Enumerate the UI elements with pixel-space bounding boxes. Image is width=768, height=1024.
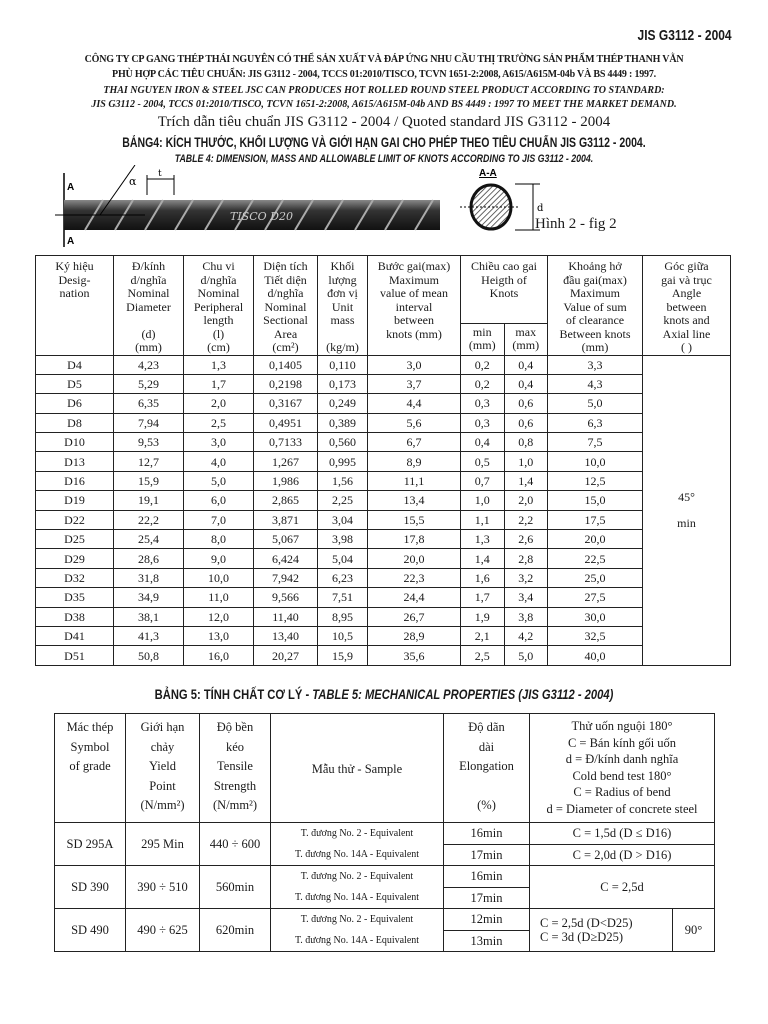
col-min: min (mm) [461, 323, 505, 355]
table-cell: 2,5 [184, 413, 254, 432]
table-cell: 16,0 [184, 646, 254, 665]
table-cell: 31,8 [114, 568, 184, 587]
table-cell: 1,7 [461, 588, 505, 607]
table-cell: 2,0 [184, 394, 254, 413]
col-header: Mẫu thử - Sample [271, 714, 444, 823]
section-marker-top: A [67, 182, 75, 193]
table-row [55, 823, 715, 845]
yield-cell: 490 ÷ 625 [126, 909, 200, 952]
table-cell: 1,3 [184, 355, 254, 374]
table-cell: 12,0 [184, 607, 254, 626]
table-cell: 34,9 [114, 588, 184, 607]
table-row [36, 626, 731, 645]
table-cell: D38 [36, 607, 114, 626]
table-cell: 11,1 [368, 471, 461, 490]
table-cell: 3,04 [318, 510, 368, 529]
table-cell: D35 [36, 588, 114, 607]
col-header: Ký hiệu Desig- nation [36, 256, 114, 356]
table-row [36, 394, 731, 413]
table-cell: 22,3 [368, 568, 461, 587]
table-cell: 17,8 [368, 530, 461, 549]
table-cell: D32 [36, 568, 114, 587]
table-cell: 8,0 [184, 530, 254, 549]
table-cell: 3,98 [318, 530, 368, 549]
table-row [36, 588, 731, 607]
table-row [36, 452, 731, 471]
elongation-cell: 12min [444, 909, 530, 931]
table-row [36, 471, 731, 490]
table-cell: 10,5 [318, 626, 368, 645]
table-cell: D22 [36, 510, 114, 529]
table-cell: 0,560 [318, 433, 368, 452]
table4-title-vn: BẢNG4: KÍCH THƯỚC, KHỐI LƯỢNG VÀ GIỚI HẠN GAI CHO PHÉP THEO TIÊU CHUẨN JIS G3112 - 2004. [122, 135, 646, 150]
table-cell: 5,0 [184, 471, 254, 490]
table-cell: 3,0 [368, 355, 461, 374]
table-cell: 24,4 [368, 588, 461, 607]
table4-title-en: TABLE 4: DIMENSION, MASS AND ALLOWABLE LIMIT OF KNOTS ACCORDING TO JIS G3112 - 2004. [174, 153, 594, 165]
angle-cell: 90° [673, 909, 715, 952]
table-cell: 22,5 [548, 549, 643, 568]
table-cell: 2,1 [461, 626, 505, 645]
table-cell: 5,0 [548, 394, 643, 413]
col-header: Diện tích Tiết diện d/nghĩa Nominal Sectional Area (cm²) [254, 256, 318, 356]
table-cell: 26,7 [368, 607, 461, 626]
table-cell: 20,0 [548, 530, 643, 549]
table-cell: 12,7 [114, 452, 184, 471]
table-cell: 0,995 [318, 452, 368, 471]
table-cell: 28,9 [368, 626, 461, 645]
col-header: Thử uốn nguội 180° C = Bán kính gối uốn d = Đ/kính danh nghĩa Cold bend test 180° C = Radius of bend d = Diameter of concrete steel [530, 714, 715, 823]
sample-cell: T. đương No. 2 - Equivalent [271, 823, 444, 845]
table-cell: D6 [36, 394, 114, 413]
sample-cell: T. đương No. 14A - Equivalent [271, 887, 444, 909]
table-cell: 10,0 [184, 568, 254, 587]
table-row [36, 607, 731, 626]
table-cell: 0,389 [318, 413, 368, 432]
table-cell: 27,5 [548, 588, 643, 607]
dimension-table [35, 255, 731, 666]
table-row [36, 646, 731, 665]
angle-cell: 45° min [643, 355, 731, 665]
table-cell: 20,27 [254, 646, 318, 665]
table-cell: 30,0 [548, 607, 643, 626]
table-cell: 13,0 [184, 626, 254, 645]
table-cell: 0,4 [504, 374, 548, 393]
col-header: Khối lượng đơn vị Unit mass (kg/m) [318, 256, 368, 356]
col-header: Bước gai(max) Maximum value of mean interval between knots (mm) [368, 256, 461, 356]
col-header: Khoảng hở đầu gai(max) Maximum Value of sum of clearance Between knots (mm) [548, 256, 643, 356]
table-row [36, 413, 731, 432]
company-statement-vn-line-2: PHÙ HỢP CÁC TIÊU CHUẨN: JIS G3112 - 2004, TCCS 01:2010/TISCO, TCVN 1651-2:2008, A615/A615M-04b VÀ BS 4449 : 1997. [112, 69, 656, 80]
table-cell: 11,40 [254, 607, 318, 626]
elongation-cell: 17min [444, 844, 530, 866]
table-cell: 5,0 [504, 646, 548, 665]
table-cell: 6,23 [318, 568, 368, 587]
company-statement-en-line-2: JIS G3112 - 2004, TCCS 01:2010/TISCO, TCVN 1651-2:2008, A615/A615M-04b AND BS 4449 : 1997 TO MEET THE MARKET DEMAND. [91, 99, 677, 110]
table-row [36, 374, 731, 393]
yield-cell: 390 ÷ 510 [126, 866, 200, 909]
table-cell: 0,2198 [254, 374, 318, 393]
table-cell: 4,23 [114, 355, 184, 374]
rebar-marking: TISCO D20 [230, 210, 293, 223]
company-statement-vn [0, 52, 768, 82]
table-cell: 0,6 [504, 413, 548, 432]
table5-title [77, 686, 691, 702]
table-cell: 0,4951 [254, 413, 318, 432]
table-cell: D13 [36, 452, 114, 471]
table-cell: 1,7 [184, 374, 254, 393]
bend-cell: C = 2,0d (D > D16) [530, 844, 715, 866]
table-cell: 4,3 [548, 374, 643, 393]
table-cell: 4,0 [184, 452, 254, 471]
table-cell: 1,4 [504, 471, 548, 490]
table-row [36, 530, 731, 549]
header-row [36, 256, 731, 324]
elongation-cell: 16min [444, 823, 530, 845]
table-cell: 0,6 [504, 394, 548, 413]
pitch-t-label: t [158, 169, 162, 179]
company-statement-vn-line-1: CÔNG TY CP GANG THÉP THÁI NGUYÊN CÓ THỂ SẢN XUẤT VÀ ĐÁP ỨNG NHU CẦU THỊ TRƯỜNG SẢN PHẨM THÉP THANH VẰN [84, 54, 684, 65]
table-cell: 6,424 [254, 549, 318, 568]
elongation-cell: 13min [444, 930, 530, 952]
table-cell: 15,9 [114, 471, 184, 490]
table-cell: 22,2 [114, 510, 184, 529]
table-cell: 0,2 [461, 374, 505, 393]
table-cell: 9,566 [254, 588, 318, 607]
table-cell: 15,9 [318, 646, 368, 665]
table-cell: 2,25 [318, 491, 368, 510]
table-cell: 1,267 [254, 452, 318, 471]
table-cell: 0,3 [461, 413, 505, 432]
company-statement-en [0, 84, 768, 112]
col-header: Góc giữa gai và trục Angle between knots and Axial line ( ) [643, 256, 731, 356]
tensile-cell: 620min [200, 909, 271, 952]
table-cell: 3,0 [184, 433, 254, 452]
table-cell: 25,0 [548, 568, 643, 587]
tensile-cell: 560min [200, 866, 271, 909]
table-cell: 0,1405 [254, 355, 318, 374]
table-cell: 4,2 [504, 626, 548, 645]
table-cell: 11,0 [184, 588, 254, 607]
bend-cell: C = 1,5d (D ≤ D16) [530, 823, 715, 845]
table-cell: 15,0 [548, 491, 643, 510]
table-cell: 3,3 [548, 355, 643, 374]
quoted-standard: Trích dẫn tiêu chuẩn JIS G3112 - 2004 / Quoted standard JIS G3112 - 2004 [157, 114, 611, 130]
table-cell: D10 [36, 433, 114, 452]
sample-cell: T. đương No. 2 - Equivalent [271, 909, 444, 931]
table-row [36, 433, 731, 452]
table-cell: 0,110 [318, 355, 368, 374]
sample-cell: T. đương No. 14A - Equivalent [271, 844, 444, 866]
table-cell: 2,5 [461, 646, 505, 665]
table-cell: 50,8 [114, 646, 184, 665]
table-cell: 20,0 [368, 549, 461, 568]
table-cell: 6,35 [114, 394, 184, 413]
col-header: Giới hạn chảy Yield Point (N/mm²) [126, 714, 200, 823]
table-cell: 1,986 [254, 471, 318, 490]
table-cell: 13,40 [254, 626, 318, 645]
section-marker-bottom: A [67, 236, 75, 247]
table-cell: 25,4 [114, 530, 184, 549]
table5-title-en: TABLE 5: MECHANICAL PROPERTIES (JIS G3112 - 2004) [312, 686, 614, 702]
table-cell: 10,0 [548, 452, 643, 471]
col-header: Mác thép Symbol of grade [55, 714, 126, 823]
table-cell: 17,5 [548, 510, 643, 529]
table5-title-vn: BẢNG 5: TÍNH CHẤT CƠ LÝ - [154, 686, 313, 702]
col-header: Độ dãn dài Elongation (%) [444, 714, 530, 823]
tensile-cell: 440 ÷ 600 [200, 823, 271, 866]
table-cell: 5,067 [254, 530, 318, 549]
table-row [36, 491, 731, 510]
table-cell: 15,5 [368, 510, 461, 529]
table-cell: 12,5 [548, 471, 643, 490]
table-cell: 3,4 [504, 588, 548, 607]
table-cell: 41,3 [114, 626, 184, 645]
table-cell: 0,7 [461, 471, 505, 490]
table-cell: 0,4 [504, 355, 548, 374]
table-cell: D4 [36, 355, 114, 374]
table-cell: 19,1 [114, 491, 184, 510]
table-cell: 2,2 [504, 510, 548, 529]
table-cell: 1,56 [318, 471, 368, 490]
table-cell: 6,7 [368, 433, 461, 452]
table-cell: 3,7 [368, 374, 461, 393]
bend-cell: C = 2,5d (D<D25) C = 3d (D≥D25) [530, 909, 673, 952]
table-cell: 1,3 [461, 530, 505, 549]
table-cell: D8 [36, 413, 114, 432]
table-cell: 3,2 [504, 568, 548, 587]
table-cell: 6,3 [548, 413, 643, 432]
sample-cell: T. đương No. 14A - Equivalent [271, 930, 444, 952]
table-cell: 28,6 [114, 549, 184, 568]
section-aa-label: A-A [479, 168, 497, 179]
table-row [36, 510, 731, 529]
table-cell: D16 [36, 471, 114, 490]
table-cell: 5,04 [318, 549, 368, 568]
table-cell: 9,0 [184, 549, 254, 568]
table-cell: 0,8 [504, 433, 548, 452]
header-row [55, 714, 715, 823]
table-cell: 1,6 [461, 568, 505, 587]
table-row [36, 549, 731, 568]
table-cell: 35,6 [368, 646, 461, 665]
table-cell: 1,0 [504, 452, 548, 471]
diameter-d-label: d [537, 203, 544, 214]
col-header: Chiều cao gai Heigth of Knots [461, 256, 548, 324]
table-cell: 0,7133 [254, 433, 318, 452]
table-cell: 0,3 [461, 394, 505, 413]
table-cell: 3,871 [254, 510, 318, 529]
table-cell: 0,2 [461, 355, 505, 374]
table-cell: D25 [36, 530, 114, 549]
table-cell: 1,4 [461, 549, 505, 568]
table-cell: D51 [36, 646, 114, 665]
table-cell: 7,5 [548, 433, 643, 452]
figure-caption: Hình 2 - fig 2 [535, 216, 617, 232]
table-cell: 7,94 [114, 413, 184, 432]
table-cell: 2,8 [504, 549, 548, 568]
table-cell: 0,4 [461, 433, 505, 452]
table-cell: 1,9 [461, 607, 505, 626]
table-cell: 0,173 [318, 374, 368, 393]
table-cell: 9,53 [114, 433, 184, 452]
table-cell: 4,4 [368, 394, 461, 413]
elongation-cell: 16min [444, 866, 530, 888]
table-cell: 13,4 [368, 491, 461, 510]
yield-cell: 295 Min [126, 823, 200, 866]
rebar-figure [55, 165, 655, 250]
grade-cell: SD 490 [55, 909, 126, 952]
table-cell: 6,0 [184, 491, 254, 510]
table-cell: 1,1 [461, 510, 505, 529]
table-cell: D19 [36, 491, 114, 510]
bend-cell: C = 2,5d [530, 866, 715, 909]
table-cell: 8,9 [368, 452, 461, 471]
standard-label: JIS G3112 - 2004 [637, 27, 732, 44]
col-header: Chu vi d/nghĩa Nominal Peripheral length (l) (cm) [184, 256, 254, 356]
angle-alpha-label: α [129, 175, 137, 188]
table-cell: 0,249 [318, 394, 368, 413]
table-cell: 5,6 [368, 413, 461, 432]
table-cell: 32,5 [548, 626, 643, 645]
col-header: Đ/kính d/nghĩa Nominal Diameter (d) (mm) [114, 256, 184, 356]
mechanical-properties-table [54, 713, 715, 952]
elongation-cell: 17min [444, 887, 530, 909]
company-statement-en-line-1: THAI NGUYEN IRON & STEEL JSC CAN PRODUCES HOT ROLLED ROUND STEEL PRODUCT ACCORDING TO STANDARD: [103, 85, 665, 96]
table-cell: 40,0 [548, 646, 643, 665]
table-cell: 5,29 [114, 374, 184, 393]
table-cell: 7,942 [254, 568, 318, 587]
table-cell: 8,95 [318, 607, 368, 626]
table-cell: 2,6 [504, 530, 548, 549]
table-cell: 2,865 [254, 491, 318, 510]
table-cell: D41 [36, 626, 114, 645]
grade-cell: SD 390 [55, 866, 126, 909]
grade-cell: SD 295A [55, 823, 126, 866]
col-max: max (mm) [504, 323, 548, 355]
table-cell: 0,5 [461, 452, 505, 471]
table-row [36, 568, 731, 587]
col-header: Độ bền kéo Tensile Strength (N/mm²) [200, 714, 271, 823]
table-cell: 1,0 [461, 491, 505, 510]
table-cell: D29 [36, 549, 114, 568]
table-cell: 3,8 [504, 607, 548, 626]
table-row [55, 866, 715, 888]
table-cell: D5 [36, 374, 114, 393]
table-row [36, 355, 731, 374]
table-cell: 7,51 [318, 588, 368, 607]
table-cell: 0,3167 [254, 394, 318, 413]
table-row [55, 909, 715, 931]
table-cell: 7,0 [184, 510, 254, 529]
table-cell: 2,0 [504, 491, 548, 510]
sample-cell: T. đương No. 2 - Equivalent [271, 866, 444, 888]
table-cell: 38,1 [114, 607, 184, 626]
